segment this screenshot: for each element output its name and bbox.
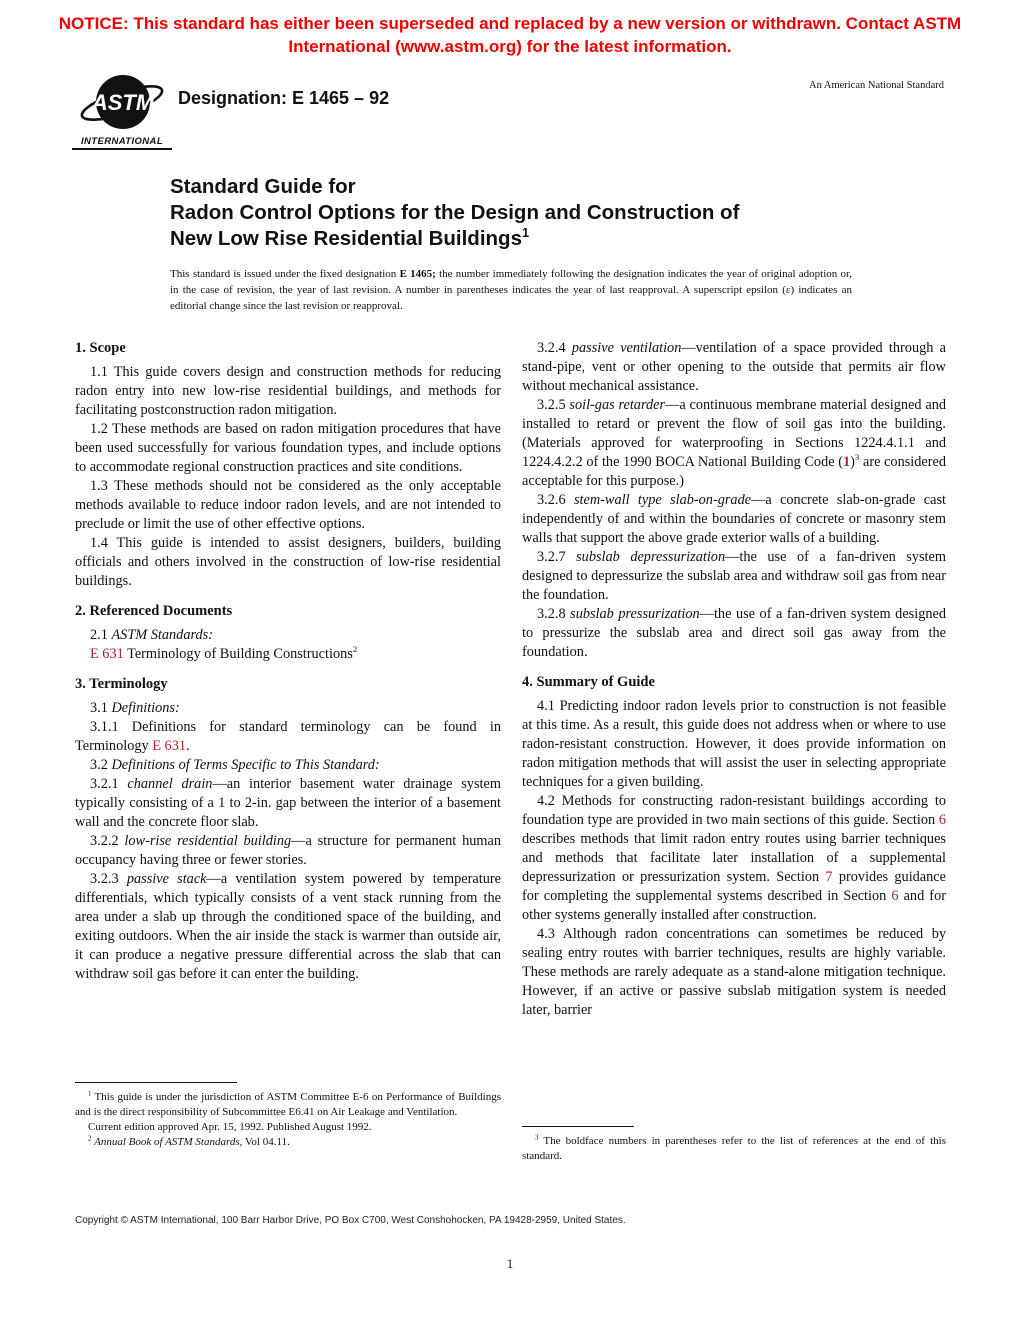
text-segment: channel drain bbox=[127, 776, 213, 792]
text-segment: Vol 04.11. bbox=[242, 1136, 290, 1148]
text-segment: 3.2.8 bbox=[537, 606, 571, 622]
footnotes-left bbox=[75, 1082, 501, 1150]
superscript-marker: 3 bbox=[535, 1134, 539, 1142]
text-segment: are considered acceptable for this purpose.) bbox=[522, 454, 946, 489]
text-segment: —an interior basement water drainage system typically consisting of a 1 to 2-in. gap between the interior of a basement wall and the concrete floor slab. bbox=[75, 776, 501, 830]
supersession-notice bbox=[0, 12, 1020, 58]
footnotes-left-list bbox=[75, 1090, 501, 1150]
text-segment: 3.2.4 bbox=[537, 340, 572, 356]
footnote bbox=[75, 1090, 501, 1120]
paragraph bbox=[75, 420, 501, 477]
notice-line-2: International (www.astm.org) for the latest information. bbox=[288, 37, 732, 56]
astm-globe-icon bbox=[79, 70, 165, 136]
text-segment: . bbox=[186, 738, 190, 754]
text-segment: the number immediately following the designation indicates the year of original adoption or, in the case of revision, the year of last revision. A number in parentheses indicates the year of last reapproval. A superscript epsilon (ε) indicates an editorial change since the last revision or reapproval. bbox=[170, 268, 852, 312]
paragraph bbox=[75, 775, 501, 832]
footnote-divider bbox=[522, 1126, 634, 1127]
paragraph bbox=[522, 491, 946, 548]
ref-link[interactable]: E 631 bbox=[152, 738, 186, 754]
text-segment: Terminology of Building Constructions bbox=[123, 646, 353, 662]
text-segment: 4.3 Although radon concentrations can sometimes be reduced by sealing entry routes with barrier techniques, results are highly variable. These methods are rarely adequate as a stand-alone mitigation technique. However, if an active or passive subslab mitigation system is needed later, barrier bbox=[522, 926, 946, 1018]
paragraph bbox=[75, 645, 501, 664]
footnotes-right-list bbox=[522, 1134, 946, 1164]
text-segment: stem-wall type slab-on-grade bbox=[573, 492, 752, 508]
text-segment: —a concrete slab-on-grade cast independently of and within the boundaries of concrete or masonry stem walls that support the above grade exterior walls of a building. bbox=[522, 492, 947, 546]
text-segment: 3.2.1 bbox=[90, 776, 128, 792]
astm-logo-international-label: INTERNATIONAL bbox=[72, 136, 172, 150]
footnote bbox=[75, 1120, 501, 1135]
paragraph bbox=[75, 534, 501, 591]
paragraph bbox=[522, 925, 946, 1020]
text-segment: 4.1 Predicting indoor radon levels prior to construction is not feasible at this time. As a result, this guide does not address when or where to use radon-resistant construction. However, it does provide information on radon mitigation methods that will assist the user in selecting appropriate techniques for a given building. bbox=[522, 698, 946, 790]
section-heading: 1. Scope bbox=[75, 340, 126, 356]
paragraph bbox=[75, 699, 501, 718]
section-heading: 2. Referenced Documents bbox=[75, 603, 233, 619]
text-segment: 1.3 These methods should not be considered as the only acceptable methods available to reduce indoor radon levels, and are not intended to preclude or limit the use of other effective options. bbox=[75, 478, 501, 532]
text-segment: 3.2 bbox=[90, 757, 112, 773]
paragraph bbox=[522, 605, 946, 662]
ref-link[interactable]: 6 bbox=[891, 888, 899, 904]
designation-label: Designation: E 1465 – 92 bbox=[178, 88, 390, 108]
text-segment: 1.2 These methods are based on radon mitigation procedures that have been used successfully for various foundation types, and include options to accommodate regional construction practices and site conditions. bbox=[75, 421, 501, 475]
text-segment: The boldface numbers in parentheses refer to the list of references at the end of this standard. bbox=[522, 1135, 946, 1162]
text-segment: ASTM Standards: bbox=[111, 627, 213, 643]
ref-link[interactable]: 7 bbox=[825, 869, 833, 885]
body-column-left bbox=[75, 339, 501, 984]
ref-link[interactable]: E 631 bbox=[90, 646, 124, 662]
paragraph bbox=[75, 870, 501, 984]
text-segment: soil-gas retarder bbox=[569, 397, 666, 413]
paragraph bbox=[522, 396, 946, 491]
text-segment: passive stack bbox=[126, 871, 207, 887]
paragraph bbox=[522, 697, 946, 792]
text-segment: Current edition approved Apr. 15, 1992. Published August 1992. bbox=[88, 1121, 372, 1133]
document-title bbox=[170, 174, 890, 252]
text-segment: provides guidance for completing the supplemental systems described in Section bbox=[522, 869, 946, 904]
issuance-disclaimer bbox=[170, 266, 852, 314]
text-segment: —ventilation of a space provided through a stand-pipe, vent or other opening to the outside that permits air flow without mechanical assistance. bbox=[522, 340, 946, 394]
astm-logo bbox=[72, 70, 172, 150]
paragraph bbox=[75, 718, 501, 756]
footnotes-right bbox=[522, 1126, 946, 1164]
section-heading: 4. Summary of Guide bbox=[522, 674, 655, 690]
text-segment: —the use of a fan-driven system designed to depressurize the subslab area and withdraw soil gas from near the foundation. bbox=[522, 549, 946, 603]
text-segment: passive ventilation bbox=[571, 340, 682, 356]
national-standard-label: An American National Standard bbox=[808, 80, 944, 91]
text-segment: 3.2.6 bbox=[537, 492, 574, 508]
text-segment: low-rise residential building bbox=[124, 833, 292, 849]
text-segment: 4.2 Methods for constructing radon-resistant buildings according to foundation type are provided in two main sections of this guide. Section bbox=[522, 793, 946, 828]
text-segment: This guide is under the jurisdiction of ASTM Committee E-6 on Performance of Buildings and is the direct responsibility of Subcommittee E6.41 on Air Leakage and Ventilation. bbox=[75, 1091, 501, 1118]
superscript-marker: 2 bbox=[352, 644, 358, 655]
ref-link[interactable]: 1 bbox=[842, 454, 851, 470]
paragraph bbox=[522, 548, 946, 605]
text-segment: Annual Book of ASTM Standards, bbox=[94, 1136, 243, 1148]
text-segment: 3.1.1 Definitions for standard terminology can be found in Terminology bbox=[75, 719, 501, 754]
paragraph bbox=[522, 792, 946, 925]
title-line-1: Standard Guide for bbox=[170, 175, 356, 198]
text-segment: 3.1 bbox=[90, 700, 112, 716]
section-heading: 3. Terminology bbox=[75, 676, 168, 692]
text-segment: ) bbox=[850, 454, 855, 470]
text-segment: —the use of a fan-driven system designed to pressurize the subslab area and direct soil gas away from the foundation. bbox=[522, 606, 946, 660]
paragraph bbox=[522, 339, 946, 396]
paragraph bbox=[75, 477, 501, 534]
copyright-line: Copyright © ASTM International, 100 Barr Harbor Drive, PO Box C700, West Conshohocken, PA 19428-2959, United States. bbox=[75, 1215, 626, 1226]
text-segment: describes methods that limit radon entry routes using barrier techniques and methods that facilitate later installation of a supplemental depressurization or pressurization system. Section bbox=[522, 831, 946, 885]
body-column-right bbox=[522, 339, 946, 1020]
superscript-marker: 2 bbox=[88, 1135, 92, 1143]
superscript-marker: 1 bbox=[88, 1090, 92, 1098]
footnote bbox=[522, 1134, 946, 1164]
paragraph bbox=[75, 756, 501, 775]
text-segment: New Low Rise Residential Buildings bbox=[170, 227, 522, 250]
page-number: 1 bbox=[506, 1256, 514, 1271]
text-segment: 3.2.7 bbox=[537, 549, 577, 565]
text-segment: 3.2.3 bbox=[90, 871, 127, 887]
text-segment: 1.4 This guide is intended to assist designers, builders, building officials and others involved in the construction of low-rise residential buildings. bbox=[75, 535, 501, 589]
text-segment: —a continuous membrane material designed and installed to retard or prevent the flow of soil gas into the building. (Materials approved for waterproofing in Sections 1224.4.1.1 and 1224.4.2.2 of the 1990 BOCA National Building Code ( bbox=[522, 397, 946, 470]
title-line-3 bbox=[170, 226, 890, 252]
text-segment: —a ventilation system powered by temperature differentials, which typically consists of a vent stack running from the area under a slab up through the conditioned space of the building, and exiting outdoors. When the air inside the stack is warmer than outside air, it can produce a negative pressure differential across the slab that can withdraw soil gas before it can enter the building. bbox=[75, 871, 501, 982]
svg-text:ASTM: ASTM bbox=[91, 90, 155, 115]
paragraph bbox=[75, 626, 501, 645]
text-segment: 3.2.2 bbox=[90, 833, 125, 849]
paragraph bbox=[75, 832, 501, 870]
superscript-marker: 3 bbox=[854, 452, 860, 463]
text-segment: and for other systems generally installed after construction. bbox=[522, 888, 946, 923]
ref-link[interactable]: 6 bbox=[938, 812, 946, 828]
superscript-marker: 1 bbox=[521, 225, 530, 241]
notice-line-1: NOTICE: This standard has either been superseded and replaced by a new version or withdrawn. Contact ASTM bbox=[58, 14, 962, 33]
text-segment: —a structure for permanent human occupancy having three or fewer stories. bbox=[75, 833, 501, 868]
footnote bbox=[75, 1135, 501, 1150]
text-segment: Definitions: bbox=[111, 700, 180, 716]
text-segment: This standard is issued under the fixed designation bbox=[170, 268, 400, 280]
text-segment: 2.1 bbox=[90, 627, 112, 643]
title-line-2: Radon Control Options for the Design and Construction of bbox=[170, 201, 740, 224]
text-segment: 1.1 This guide covers design and construction methods for reducing radon entry into new low-rise residential buildings, and methods for facilitating postconstruction radon mitigation. bbox=[75, 364, 501, 418]
text-segment: E 1465; bbox=[399, 268, 436, 280]
text-segment: Definitions of Terms Specific to This Standard: bbox=[111, 757, 380, 773]
paragraph bbox=[75, 363, 501, 420]
footnote-divider bbox=[75, 1082, 237, 1083]
text-segment: subslab pressurization bbox=[570, 606, 700, 622]
text-segment: 3.2.5 bbox=[537, 397, 570, 413]
text-segment: subslab depressurization bbox=[576, 549, 726, 565]
